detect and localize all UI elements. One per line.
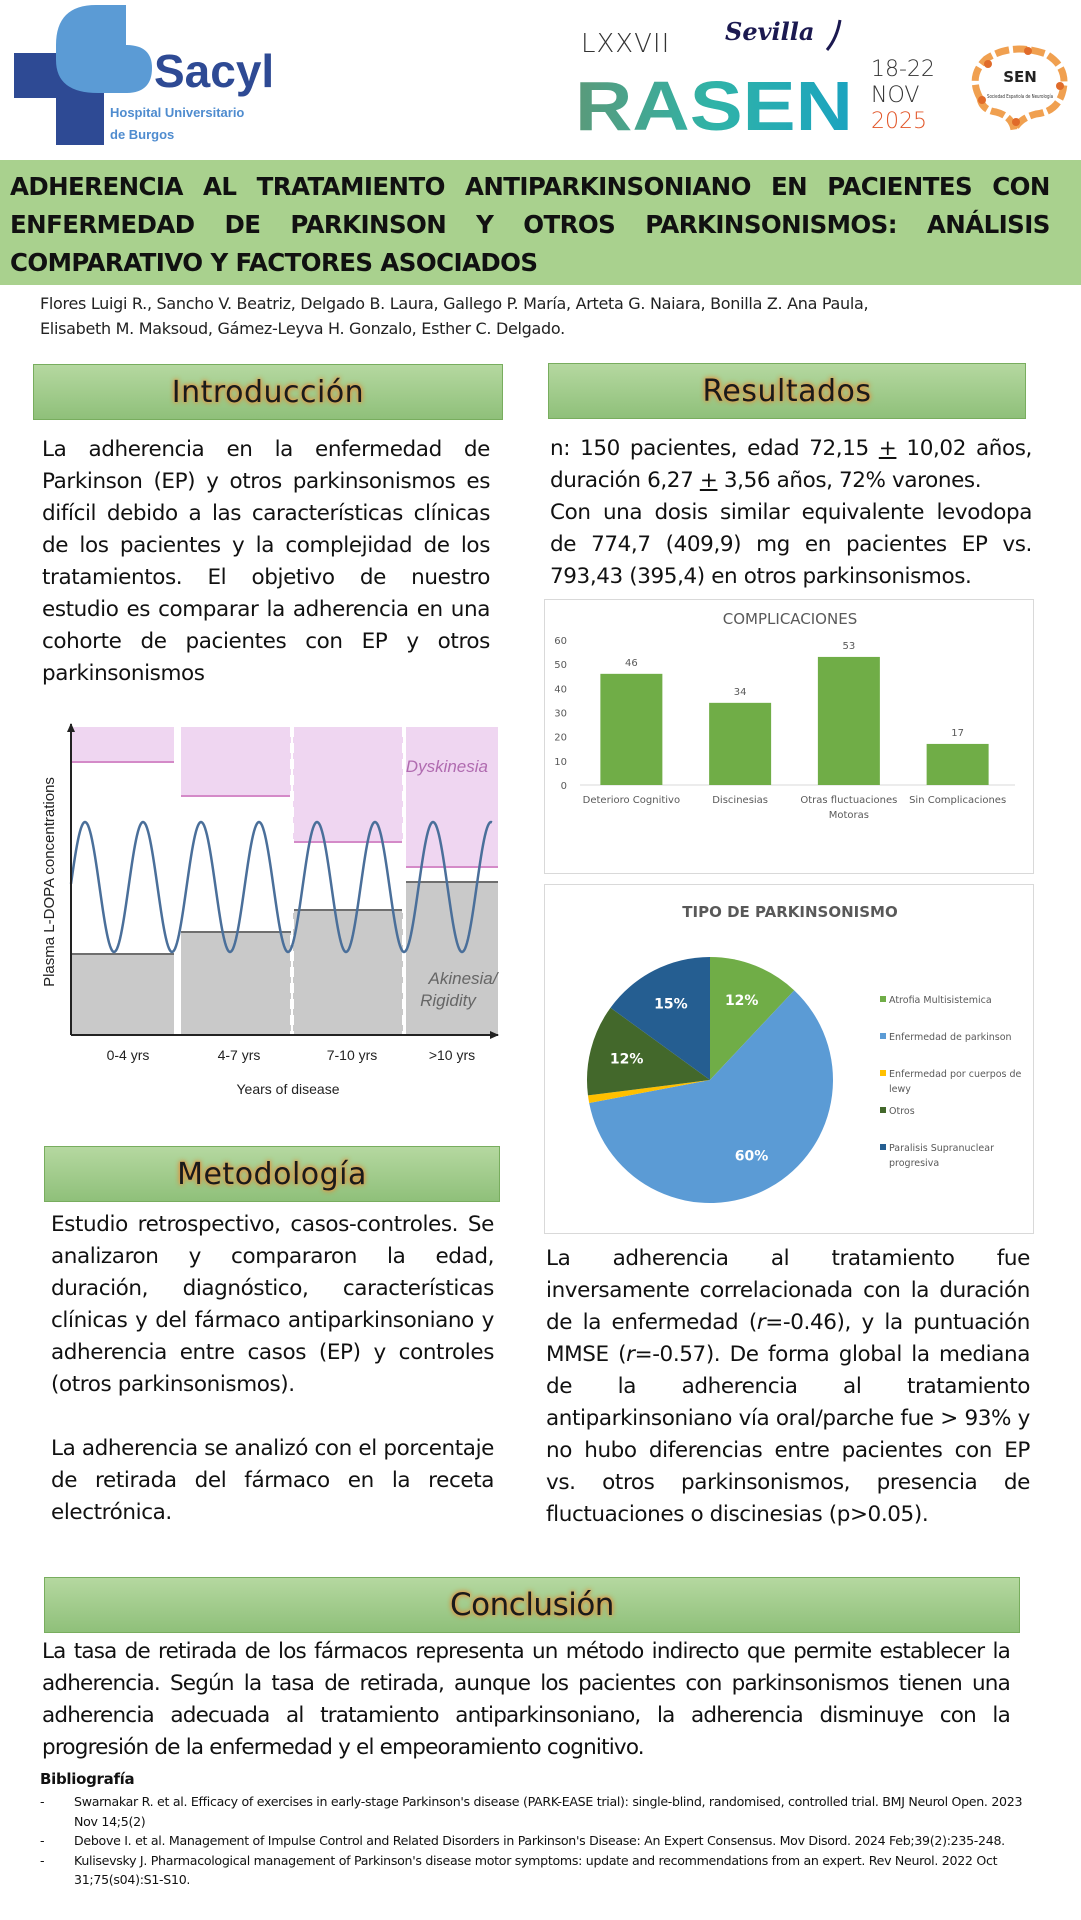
legend-swatch [880, 1107, 886, 1113]
results-heading-banner [548, 363, 1026, 419]
y-tick-label: 40 [554, 684, 567, 696]
bar-data-label: 34 [733, 686, 747, 698]
y-tick-label: 0 [560, 781, 567, 792]
authors-line-2: Elisabeth M. Maksoud, Gámez-Leyva H. Gonzalo, Esther C. Delgado. [40, 319, 565, 338]
x-category-label: Motoras [828, 810, 869, 821]
dyskinesia-zone [293, 727, 403, 842]
akinesia-zone [71, 954, 174, 1035]
akinesia-zone [293, 910, 403, 1035]
x-category-label: Deterioro Cognitivo [582, 795, 681, 806]
authors-line-1: Flores Luigi R., Sancho V. Beatriz, Delgado B. Laura, Gallego P. María, Arteta G. Naiara, Bonilla Z. Ana Paula, [40, 294, 869, 313]
hospital-name-line2: de Burgos [110, 127, 175, 142]
congress-city: Sevilla [725, 17, 815, 46]
bibliography-item [40, 1831, 1060, 1851]
legend-label: Atrofia Multisistemica [889, 995, 992, 1006]
list-dash: - [40, 1833, 45, 1848]
intro-heading-banner [33, 364, 503, 420]
complications-bar-chart [544, 599, 1034, 874]
list-dash: - [40, 1852, 45, 1868]
results-text-part: 10,02 años, duración 6,27 [550, 436, 1032, 493]
sen-wordmark: SEN [1003, 68, 1037, 86]
correlation-symbol: r [756, 1310, 766, 1335]
akinesia-zone [406, 882, 498, 1035]
parkinsonism-type-pie-chart [544, 884, 1034, 1234]
figure-xlabel: Years of disease [236, 1081, 340, 1097]
dyskinesia-zone [181, 727, 291, 796]
congress-name: RASEN [575, 67, 853, 136]
x-category-label: Sin Complicaciones [909, 795, 1007, 806]
akinesia-label-line1: Akinesia/ [428, 969, 498, 988]
hospital-name-line1: Hospital Universitario [110, 105, 245, 120]
congress-month: NOV [871, 83, 920, 108]
x-category-label: Otras fluctuaciones [800, 795, 898, 806]
period-label: >10 yrs [428, 1047, 476, 1063]
sacyl-wordmark: Sacyl [154, 45, 275, 97]
plus-minus-symbol: + [878, 436, 897, 461]
swoosh-decoration [827, 20, 840, 50]
results-demographics [550, 433, 1032, 497]
legend-swatch [880, 996, 886, 1002]
bar-data-label: 17 [951, 727, 964, 739]
title-band [0, 160, 1081, 285]
bar-data-label: 53 [842, 640, 856, 652]
legend-swatch [880, 1070, 886, 1076]
y-tick-label: 50 [554, 660, 567, 672]
bar-chart-title: COMPLICACIONES [722, 610, 858, 628]
adherence-text-part: =-0.57). De forma global la mediana de la adherencia al tratamiento antiparkinsoniano vía oral/parche fue > 93% y no hubo diferencias entre pacientes con EP vs. otros parkinsonismos, presencia de fluctuaciones o discinesias (p>0.05). [546, 1342, 1030, 1527]
bar [709, 703, 771, 785]
ldopa-dyskinesia-figure [38, 722, 506, 1100]
adherence-text-part: La adherencia al tratamiento fue inversamente correlacionada con la duración de la enfermedad ( [546, 1246, 1030, 1335]
poster-title: ADHERENCIA AL TRATAMIENTO ANTIPARKINSONIANO EN PACIENTES CON ENFERMEDAD DE PARKINSON Y OTROS PARKINSONISMOS: ANÁLISIS COMPARATIVO Y FACTORES ASOCIADOS [10, 172, 1050, 277]
adherence-text-part: =-0.46), y la puntuación MMSE ( [546, 1310, 1030, 1367]
period-label: 7-10 yrs [326, 1047, 378, 1063]
author-list [40, 291, 1040, 341]
x-category-label: Discinesias [712, 795, 769, 806]
y-tick-label: 60 [554, 636, 567, 647]
adherence-results-text [546, 1243, 1030, 1531]
bar [600, 674, 662, 785]
bar-chart-canvas [545, 600, 1035, 875]
congress-dates: 18-22 [871, 57, 935, 82]
dyskinesia-zone [406, 727, 498, 867]
results-heading: Resultados [702, 373, 872, 409]
y-tick-label: 20 [554, 732, 567, 744]
dyskinesia-zone [71, 727, 174, 762]
results-text-part: n: 150 pacientes, edad 72,15 [550, 436, 879, 461]
sen-subtitle: Sociedad Española de Neurología [987, 94, 1071, 100]
plus-minus-symbol: + [699, 468, 718, 493]
y-tick-label: 10 [554, 756, 567, 768]
reference-text: Debove I. et al. Management of Impulse Control and Related Disorders in Parkinson's Disease: An Expert Consensus. Mov Disord. 2024 Feb;39(2):235-248. [74, 1833, 1005, 1848]
pie-chart-title: TIPO DE PARKINSONISMO [682, 903, 898, 921]
intro-heading: Introducción [171, 374, 365, 410]
methods-text [51, 1209, 494, 1529]
rasen-congress-logo [575, 16, 945, 136]
methods-paragraph-1: Estudio retrospectivo, casos-controles. Se analizaron y compararon la edad, duración, diagnóstico, características clínicas y del fármaco antiparkinsoniano y adherencia entre casos (EP) y controles (otros parkinsonismos). [51, 1212, 494, 1397]
congress-year: 2025 [871, 109, 927, 134]
reference-text: Kulisevsky J. Pharmacological management of Parkinson's disease motor symptoms: update and recommendations from an expert. Rev Neurol. 2022 Oct 31;75(s04):S1-S10. [74, 1852, 998, 1887]
legend-label: Enfermedad por cuerpos de [889, 1069, 1022, 1080]
results-summary [550, 433, 1032, 593]
results-dose: Con una dosis similar equivalente levodopa de 774,7 (409,9) mg en pacientes EP vs. 793,43 (395,4) en otros parkinsonismos. [550, 500, 1032, 589]
legend-swatch [880, 1033, 886, 1039]
akinesia-zone [181, 932, 291, 1035]
methods-heading: Metodología [177, 1156, 367, 1192]
congress-edition: LXXVII [581, 29, 671, 59]
pie-data-label: 15% [654, 996, 688, 1013]
period-label: 4-7 yrs [217, 1047, 261, 1063]
results-text-part: 3,56 años, 72% varones. [717, 468, 982, 493]
methods-heading-banner [44, 1146, 500, 1202]
conclusion-heading-banner [44, 1577, 1020, 1633]
bar-data-label: 46 [625, 657, 638, 669]
bar [927, 744, 989, 785]
bibliography-title: Bibliografía [40, 1770, 135, 1788]
conclusion-heading: Conclusión [450, 1587, 614, 1623]
pie-data-label: 60% [734, 1148, 769, 1165]
list-dash: - [40, 1794, 45, 1809]
y-tick-label: 30 [554, 708, 567, 720]
intro-text: La adherencia en la enfermedad de Parkinson (EP) y otros parkinsonismos es difícil debido a las características clínicas de los pacientes y la complejidad de los tratamientos. El objetivo de nuestro estudio es comparar la adherencia en una cohorte de pacientes con EP y otros parkinsonismos [42, 437, 490, 686]
legend-label: Paralisis Supranuclear [889, 1143, 994, 1154]
sacyl-hospital-logo [14, 5, 314, 150]
pie-data-label: 12% [609, 1051, 644, 1068]
legend-label: Otros [889, 1106, 915, 1117]
legend-label: progresiva [889, 1158, 940, 1169]
legend-label: lewy [889, 1084, 911, 1095]
period-label: 0-4 yrs [106, 1047, 150, 1063]
bar [818, 657, 880, 785]
sen-society-logo [968, 44, 1072, 136]
legend-swatch [880, 1144, 886, 1150]
figure-ylabel: Plasma L-DOPA concentrations [41, 777, 58, 987]
bibliography-item [40, 1851, 1060, 1890]
dyskinesia-label: Dyskinesia [405, 757, 488, 776]
correlation-symbol: r [626, 1342, 635, 1367]
pie-chart-canvas [545, 885, 1035, 1235]
methods-paragraph-2: La adherencia se analizó con el porcentaje de retirada del fármaco en la receta electrónica. [51, 1436, 494, 1525]
conclusion-text: La tasa de retirada de los fármacos representa un método indirecto que permite establecer la adherencia. Según la tasa de retirada, aunque los pacientes con parkinsonismos tienen una adherencia adecuada al tratamiento antiparkinsoniano, la adherencia disminuye con la progresión de la enfermedad y el empeoramiento cognitivo. [42, 1639, 1010, 1760]
bibliography [40, 1770, 1060, 1890]
pie-data-label: 12% [724, 992, 759, 1009]
legend-label: Enfermedad de parkinson [889, 1032, 1012, 1043]
akinesia-label-line2: Rigidity [420, 991, 476, 1010]
reference-text: Swarnakar R. et al. Efficacy of exercises in early-stage Parkinson's disease (PARK-EASE trial): single-blind, randomised, controlled trial. BMJ Neurol Open. 2023 Nov 14;5(2) [74, 1794, 1023, 1829]
bibliography-item [40, 1792, 1060, 1831]
